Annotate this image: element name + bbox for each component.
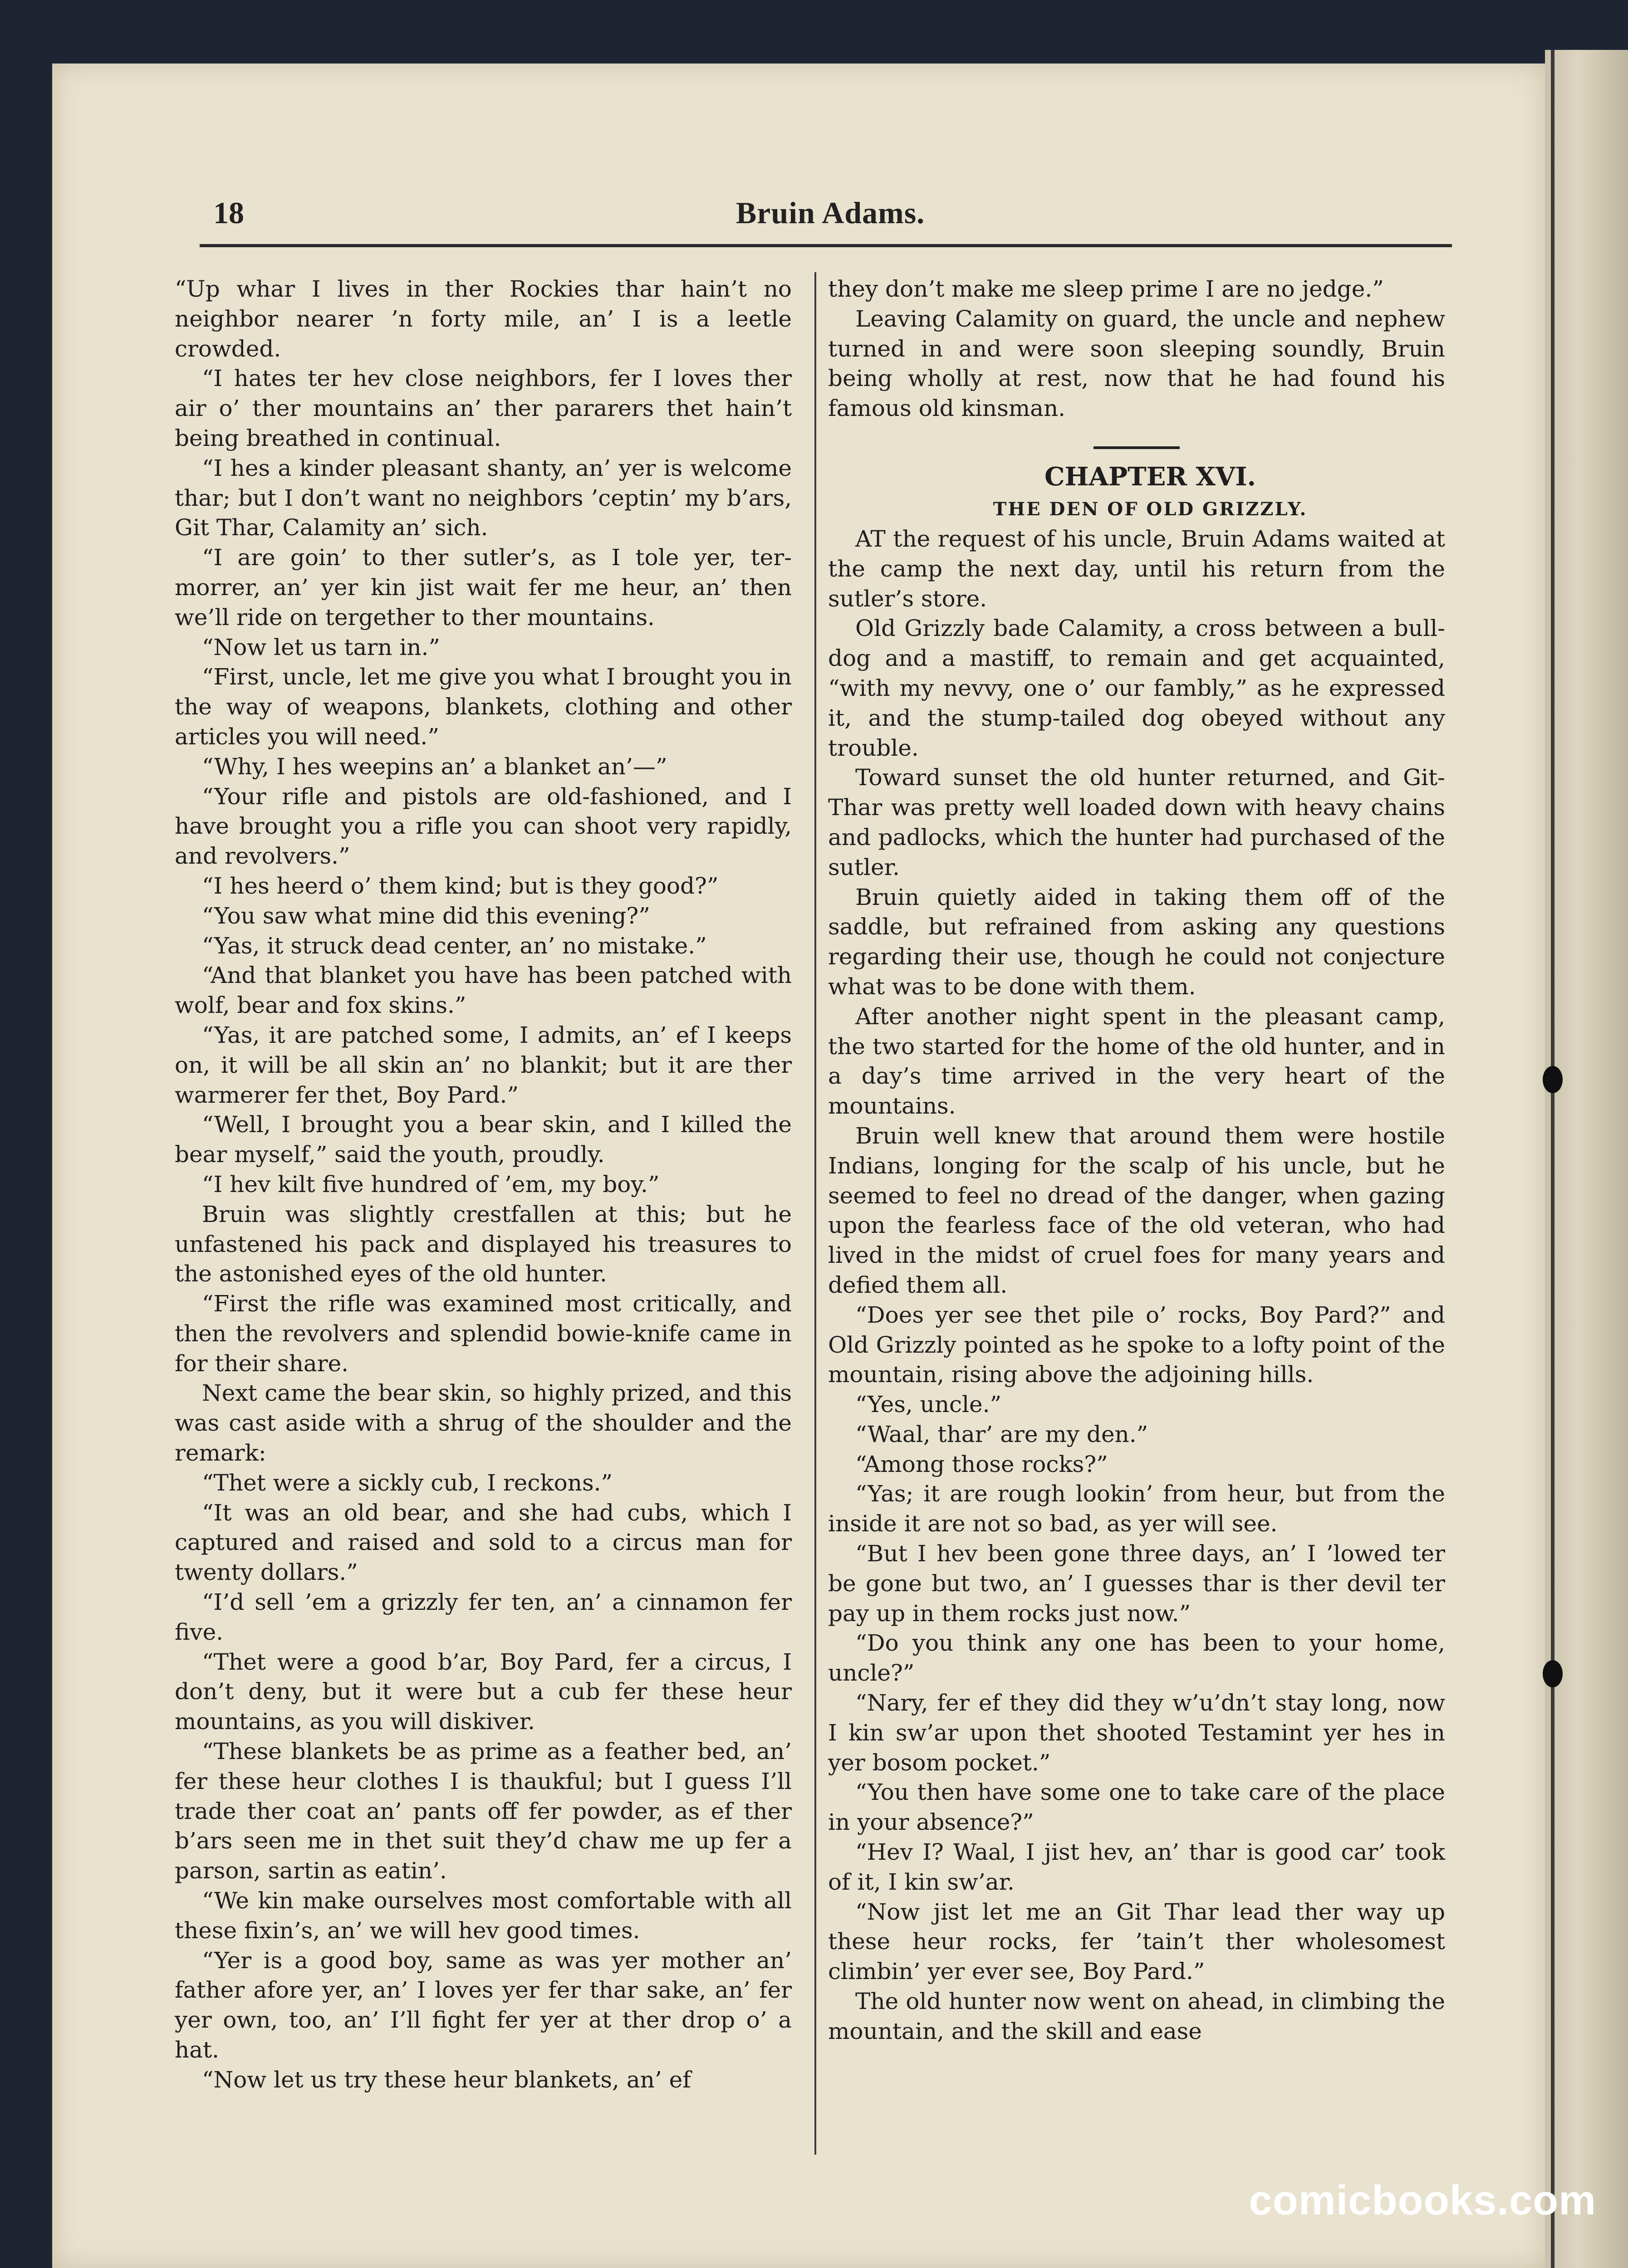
paragraph: “Waal, thar’ are my den.” bbox=[855, 1421, 1148, 1447]
paragraph: “Yes, uncle.” bbox=[855, 1391, 1002, 1418]
paragraph: Bruin quietly aided in taking them off of the saddle, but refrained from asking any questions regarding their use, though he could not conjecture what was to be done with them. bbox=[828, 884, 1445, 1000]
paragraph: AT the request of his uncle, Bruin Adams waited at the camp the next day, until his return from the sutler’s store. bbox=[828, 525, 1445, 612]
paragraph: After another night spent in the pleasant camp, the two started for the home of the old hunter, and in a day’s time arrived in the very heart of the mountains. bbox=[828, 1003, 1445, 1119]
left-column bbox=[175, 274, 792, 2095]
paragraph: “Now let us try these heur blankets, an’ ef bbox=[202, 2066, 691, 2093]
paragraph: “We kin make ourselves most comfortable with all these fixin’s, an’ we will hev good times. bbox=[175, 1887, 792, 1944]
header-rule bbox=[200, 244, 1452, 247]
paragraph: “Nary, fer ef they did they w’u’dn’t stay long, now I kin sw’ar upon thet shooted Testamint yer hes in yer bosom pocket.” bbox=[828, 1690, 1445, 1776]
paragraph: “Yer is a good boy, same as was yer mother an’ father afore yer, an’ I loves yer fer thar sake, an’ fer yer own, too, an’ I’ll fight fer yer at ther drop o’ a hat. bbox=[175, 1947, 792, 2063]
paragraph: Leaving Calamity on guard, the uncle and nephew turned in and were soon sleeping soundly, Bruin being wholly at rest, now that he had found his famous old kinsman. bbox=[828, 305, 1445, 422]
paragraph: “Yas, it are patched some, I admits, an’ ef I keeps on, it will be all skin an’ no blankit; but it are ther warmerer fer thet, Boy Pard.” bbox=[175, 1022, 792, 1108]
paragraph: Toward sunset the old hunter returned, and Git-Thar was pretty well loaded down with heavy chains and padlocks, which the hunter had purchased of the sutler. bbox=[828, 764, 1445, 880]
running-title: Bruin Adams. bbox=[736, 196, 925, 230]
binding-edge bbox=[1551, 50, 1554, 2268]
paragraph: “I’d sell ’em a grizzly fer ten, an’ a cinnamon fer five. bbox=[175, 1589, 792, 1645]
column-divider bbox=[814, 272, 816, 2155]
paragraph: “Thet were a good b’ar, Boy Pard, fer a circus, I don’t deny, but it were but a cub fer these heur mountains, as you will diskiver. bbox=[175, 1648, 792, 1735]
paragraph: “But I hev been gone three days, an’ I ’lowed ter be gone but two, an’ I guesses thar is ther devil ter pay up in them rocks just now.” bbox=[828, 1540, 1445, 1627]
paragraph: “Your rifle and pistols are old-fashioned, and I have brought you a rifle you can shoot very rapidly, and revolvers.” bbox=[175, 783, 792, 870]
paragraph: Old Grizzly bade Calamity, a cross between a bull-dog and a mastiff, to remain and get acquainted, “with my nevvy, one o’ our fambly,” as he expressed it, and the stump-tailed dog obeyed without any trouble. bbox=[828, 615, 1445, 761]
paragraph: Next came the bear skin, so highly prized, and this was cast aside with a shrug of the shoulder and the remark: bbox=[175, 1380, 792, 1466]
paragraph: “I hes a kinder pleasant shanty, an’ yer is welcome thar; but I don’t want no neighbors ’ceptin’ my b’ars, Git Thar, Calamity an’ sich. bbox=[175, 455, 792, 541]
chapter-title: CHAPTER XVI. bbox=[1044, 461, 1256, 492]
paragraph: “Yas, it struck dead center, an’ no mistake.” bbox=[202, 932, 707, 959]
paragraph: “First, uncle, let me give you what I brought you in the way of weapons, blankets, clothing and other articles you will need.” bbox=[175, 664, 792, 750]
paragraph: “I hev kilt five hundred of ’em, my boy.” bbox=[202, 1171, 660, 1198]
paragraph: Bruin was slightly crestfallen at this; but he unfastened his pack and displayed his treasures to the astonished eyes of the old hunter. bbox=[175, 1201, 792, 1287]
chapter-body bbox=[828, 524, 1445, 2047]
paragraph: “Among those rocks?” bbox=[855, 1451, 1108, 1477]
paragraph: “Why, I hes weepins an’ a blanket an’—” bbox=[202, 753, 667, 780]
binding-hole bbox=[1543, 1066, 1563, 1093]
paragraph: “Thet were a sickly cub, I reckons.” bbox=[202, 1469, 613, 1496]
paragraph: they don’t make me sleep prime I are no jedge.” bbox=[828, 276, 1384, 302]
page-header bbox=[213, 195, 1447, 245]
binding-hole bbox=[1543, 1660, 1563, 1687]
paragraph: “You saw what mine did this evening?” bbox=[202, 902, 650, 929]
paragraph: “I hes heerd o’ them kind; but is they good?” bbox=[202, 872, 719, 899]
paragraph: “I hates ter hev close neighbors, fer I loves ther air o’ ther mountains an’ ther pararers thet hain’t being breathed in continual. bbox=[175, 365, 792, 451]
paragraph: The old hunter now went on ahead, in climbing the mountain, and the skill and ease bbox=[828, 1988, 1445, 2044]
paragraph: “Up whar I lives in ther Rockies thar hain’t no neighbor nearer ’n forty mile, an’ I is a leetle crowded. bbox=[175, 276, 792, 362]
right-column-continuation bbox=[828, 274, 1445, 424]
paragraph: “Now jist let me an Git Thar lead ther way up these heur rocks, fer ’tain’t ther wholesomest climbin’ yer ever see, Boy Pard.” bbox=[828, 1898, 1445, 1985]
paragraph: “And that blanket you have has been patched with wolf, bear and fox skins.” bbox=[175, 962, 792, 1019]
paragraph: “It was an old bear, and she had cubs, which I captured and raised and sold to a circus man for twenty dollars.” bbox=[175, 1499, 792, 1586]
page-edge bbox=[1545, 50, 1628, 2268]
paragraph: “These blankets be as prime as a feather bed, an’ fer these heur clothes I is thaukful; but I guess I’ll trade ther coat an’ pants off fer powder, as ef ther b’ars seen me in thet suit they’d chaw me up fer a parson, sartin as eatin’. bbox=[175, 1738, 792, 1884]
paragraph: “Yas; it are rough lookin’ from heur, but from the inside it are not so bad, as yer will see. bbox=[828, 1481, 1445, 1537]
right-column bbox=[828, 274, 1445, 2047]
page-number: 18 bbox=[213, 196, 244, 230]
paragraph: “First the rifle was examined most critically, and then the revolvers and splendid bowie-knife came in for their share. bbox=[175, 1290, 792, 1377]
paragraph: “Well, I brought you a bear skin, and I killed the bear myself,” said the youth, proudly. bbox=[175, 1111, 792, 1168]
paragraph: “Do you think any one has been to your home, uncle?” bbox=[828, 1630, 1445, 1686]
paragraph: “You then have some one to take care of the place in your absence?” bbox=[828, 1779, 1445, 1836]
paragraph: “Hev I? Waal, I jist hev, an’ thar is good car’ took of it, I kin sw’ar. bbox=[828, 1839, 1445, 1895]
chapter-separator bbox=[1094, 446, 1180, 449]
paragraph: “Does yer see thet pile o’ rocks, Boy Pard?” and Old Grizzly pointed as he spoke to a lofty point of the mountain, rising above the adjoining hills. bbox=[828, 1301, 1445, 1388]
paragraph: “I are goin’ to ther sutler’s, as I tole yer, ter-morrer, an’ yer kin jist wait fer me heur, an’ then we’ll ride on tergether to ther mountains. bbox=[175, 544, 792, 631]
site-watermark: comicbooks.com bbox=[1249, 2177, 1596, 2224]
paragraph: “Now let us tarn in.” bbox=[202, 634, 440, 660]
paragraph: Bruin well knew that around them were hostile Indians, longing for the scalp of his uncle, but he seemed to feel no dread of the danger, when gazing upon the fearless face of the old veteran, who had lived in the midst of cruel foes for many years and defied them all. bbox=[828, 1122, 1445, 1298]
chapter-subtitle: THE DEN OF OLD GRIZZLY. bbox=[993, 498, 1308, 520]
